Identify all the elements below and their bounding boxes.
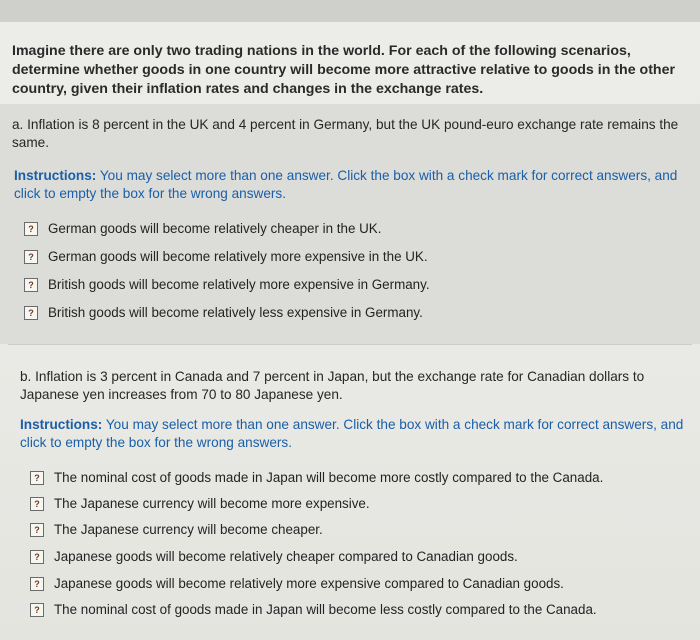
checkbox[interactable]: ? — [30, 550, 44, 564]
checkbox[interactable]: ? — [24, 306, 38, 320]
part-b-option-2[interactable] — [30, 496, 370, 511]
part-a-panel — [0, 104, 700, 344]
checkbox[interactable]: ? — [30, 497, 44, 511]
part-b-question: b. Inflation is 3 percent in Canada and 7 percent in Japan, but the exchange rate for Canadian dollars to Japanese yen increases from 70 to 80 Japanese yen. — [20, 369, 645, 402]
top-strip — [0, 0, 700, 23]
option-label: Japanese goods will become relatively more expensive compared to Canadian goods. — [54, 576, 564, 591]
checkbox[interactable]: ? — [24, 222, 38, 236]
option-label: The Japanese currency will become cheaper. — [54, 522, 323, 537]
checkbox[interactable]: ? — [24, 250, 38, 264]
part-a-instructions — [14, 167, 694, 203]
question-page — [0, 22, 700, 640]
option-label: The Japanese currency will become more expensive. — [54, 496, 370, 511]
part-b-option-3[interactable] — [30, 522, 323, 537]
part-b-instructions-text: You may select more than one answer. Click the box with a check mark for correct answers, and click to empty the box for the wrong answers. — [20, 417, 684, 450]
section-divider — [8, 344, 692, 345]
option-label: The nominal cost of goods made in Japan will become more costly compared to the Canada. — [54, 470, 604, 485]
checkbox[interactable]: ? — [24, 278, 38, 292]
checkbox[interactable]: ? — [30, 577, 44, 591]
option-label: German goods will become relatively more expensive in the UK. — [48, 249, 428, 264]
part-a-option-3[interactable] — [24, 277, 430, 292]
part-a-option-2[interactable] — [24, 249, 428, 264]
intro-text: Imagine there are only two trading nations in the world. For each of the following scenarios, determine whether goods in one country will become more attractive relative to goods in the other country, given their inflation rates and changes in the exchange rates. — [12, 43, 675, 97]
part-a-instructions-label: Instructions: — [14, 168, 97, 183]
part-b-instructions — [20, 416, 692, 452]
option-label: German goods will become relatively cheaper in the UK. — [48, 221, 382, 236]
checkbox[interactable]: ? — [30, 603, 44, 617]
option-label: Japanese goods will become relatively cheaper compared to Canadian goods. — [54, 549, 518, 564]
part-a-question: a. Inflation is 8 percent in the UK and 4 percent in Germany, but the UK pound-euro exchange rate remains the same. — [12, 117, 679, 150]
checkbox[interactable]: ? — [30, 471, 44, 485]
part-a-instructions-text: You may select more than one answer. Click the box with a check mark for correct answers, and click to empty the box for the wrong answers. — [14, 168, 678, 201]
option-label: British goods will become relatively less expensive in Germany. — [48, 305, 423, 320]
option-label: British goods will become relatively more expensive in Germany. — [48, 277, 430, 292]
option-label: The nominal cost of goods made in Japan will become less costly compared to the Canada. — [54, 602, 597, 617]
part-b-option-6[interactable] — [30, 602, 597, 617]
part-a-option-4[interactable] — [24, 305, 423, 320]
part-b-option-5[interactable] — [30, 576, 564, 591]
part-b-option-4[interactable] — [30, 549, 518, 564]
part-a-option-1[interactable] — [24, 221, 381, 236]
part-b-instructions-label: Instructions: — [20, 417, 103, 432]
checkbox[interactable]: ? — [30, 523, 44, 537]
part-b-option-1[interactable] — [30, 470, 603, 485]
